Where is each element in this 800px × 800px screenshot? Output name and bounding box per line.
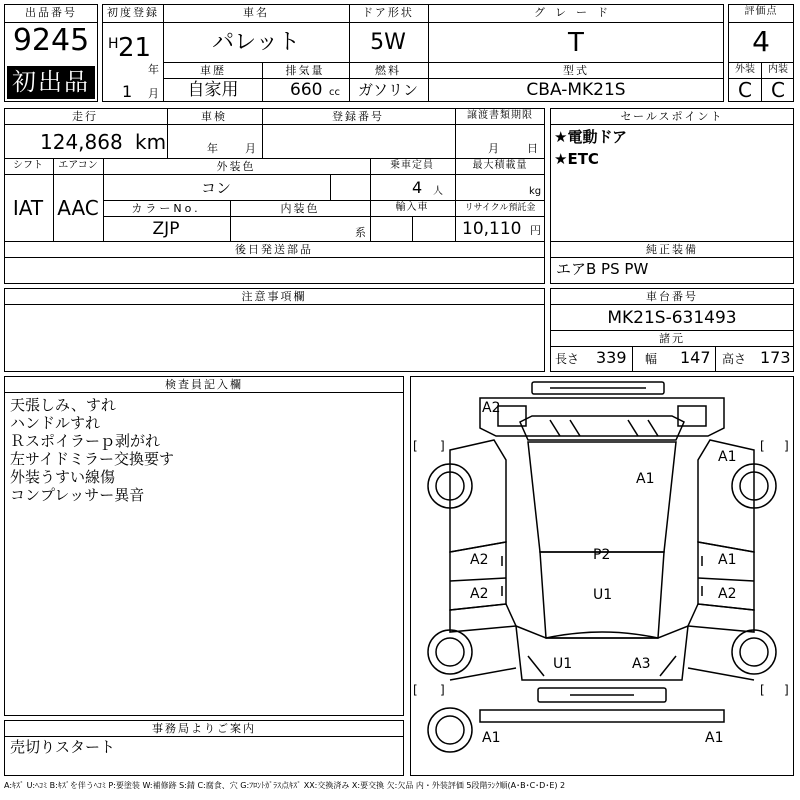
transfer-deadline-label: 譲渡書類期限	[467, 110, 533, 121]
damage-left-front-door: A2	[470, 586, 489, 602]
registration-year: 21	[118, 33, 152, 63]
inspector-notes-label: 検査員記入欄	[165, 378, 243, 391]
transfer-day-unit: 日	[527, 142, 538, 155]
inspection-month-unit: 月	[245, 142, 256, 155]
damage-front-left: A1	[482, 730, 501, 746]
damage-right-front-door: A2	[718, 586, 737, 602]
history-label: 車歴	[200, 64, 226, 77]
displacement-label: 排気量	[285, 64, 325, 77]
chassis-number-value: MK21S-631493	[607, 308, 737, 328]
history-value: 自家用	[187, 80, 239, 100]
capacity-label: 乗車定員	[390, 160, 434, 171]
damage-left-rear-door: A2	[470, 552, 489, 568]
damage-center: U1	[593, 587, 613, 603]
registration-label: 初度登録	[107, 6, 159, 19]
inspector-note-4: 左サイドミラー交換要す	[10, 450, 174, 468]
recycle-label: リサイクル預託金	[464, 203, 536, 213]
car-diagram-svg	[410, 376, 794, 776]
legend-footer: A:ｷｽﾞ U:ﾍｺﾐ B:ｷｽﾞを伴うﾍｺﾐ P:要塗装 W:補修跡 S:錆 C:腐食、穴 G:ﾌﾛﾝﾄｶﾞﾗｽ点ｷｽﾞ XX:交換済み X:要交換 欠:欠品 内・外装評価 5段階ﾗﾝｸ順(A･B･C･D･E) 2	[4, 781, 566, 790]
shift-label: シフト	[13, 160, 43, 171]
length-value: 339	[596, 348, 627, 367]
mileage-value: 124,868	[40, 130, 123, 154]
capacity-value: 4	[412, 178, 423, 197]
recycle-unit: 円	[530, 224, 541, 237]
import-label: 輸入車	[395, 202, 429, 213]
interior-grade: C	[771, 78, 785, 102]
bracket-left-2: [	[760, 439, 765, 453]
inspector-note-1: 天張しみ、すれ	[10, 396, 116, 414]
era-prefix: H	[108, 36, 119, 52]
height-label: 高さ	[722, 352, 747, 366]
inspector-note-5: 外装うすい線傷	[10, 468, 116, 486]
registration-month: 1	[122, 82, 133, 101]
damage-rear-left: A2	[482, 400, 501, 416]
recycle-value: 10,110	[462, 219, 522, 239]
bracket-left-1: [	[413, 439, 418, 453]
bracket-left-3: [	[413, 683, 418, 697]
door-value: 5W	[370, 30, 406, 55]
score-value: 4	[752, 25, 770, 58]
first-listing-label: 初出品	[12, 68, 90, 96]
ext-color-label: 外装色	[216, 160, 256, 173]
office-notice-message: 売切りスタート	[10, 738, 116, 756]
ac-label: エアコン	[58, 160, 98, 171]
caution-label: 注意事項欄	[241, 290, 307, 303]
displacement-value: 660	[290, 80, 323, 100]
damage-hood-left: U1	[553, 656, 573, 672]
inspector-note-3: Ｒスポイラーｐ剥がれ	[10, 432, 161, 450]
exterior-grade: C	[738, 78, 752, 102]
chassis-number-label: 車台番号	[646, 290, 698, 303]
shift-value: IAT	[12, 196, 44, 220]
inspection-year-unit: 年	[207, 142, 218, 155]
car-name: パレット	[212, 30, 300, 55]
damage-rear-right: A1	[718, 449, 737, 465]
color-number-value: ZJP	[152, 219, 180, 239]
ac-value: AAC	[57, 196, 99, 220]
month-unit: 月	[148, 87, 159, 100]
door-label: ドア形状	[362, 6, 414, 19]
bracket-right-2: ]	[784, 439, 789, 453]
bracket-right-4: ]	[784, 683, 789, 697]
model-label: 型式	[563, 64, 589, 77]
genuine-equipment-label: 純正装備	[646, 243, 698, 256]
sales-point-2: ★ETC	[554, 150, 599, 168]
year-unit: 年	[148, 63, 159, 76]
ext-color-value: コン	[200, 179, 232, 197]
width-value: 147	[680, 348, 711, 367]
width-label: 幅	[645, 352, 658, 366]
capacity-unit: 人	[433, 186, 443, 197]
interior-label: 内装	[768, 64, 788, 75]
model-value: CBA-MK21S	[526, 80, 626, 100]
fuel-value: ガソリン	[357, 81, 419, 99]
office-notice-label: 事務局よりご案内	[152, 722, 256, 735]
load-unit: kg	[529, 186, 542, 197]
later-parts-label: 後日発送部品	[235, 243, 313, 256]
height-value: 173	[760, 348, 791, 367]
transfer-month-unit: 月	[488, 142, 499, 155]
car-name-label: 車名	[243, 6, 269, 19]
damage-front-right: A1	[705, 730, 724, 746]
genuine-equipment-value: エアB PS PW	[556, 260, 649, 278]
color-number-label: カラーNo.	[131, 202, 201, 215]
exterior-label: 外装	[735, 64, 755, 75]
bracket-left-4: [	[760, 683, 765, 697]
inspector-note-6: コンプレッサー異音	[10, 486, 145, 504]
length-label: 長さ	[555, 352, 580, 366]
inspector-note-2: ハンドルすれ	[10, 414, 101, 432]
specs-label: 諸元	[659, 332, 685, 345]
inspection-label: 車検	[201, 110, 227, 123]
mileage-label: 走行	[72, 110, 98, 123]
damage-right-rear-door: A1	[718, 552, 737, 568]
grade-label: グレード	[534, 6, 618, 19]
lot-label: 出品番号	[25, 6, 77, 19]
sales-points-label: セールスポイント	[620, 110, 724, 123]
damage-roof-center: P2	[593, 547, 611, 563]
bracket-right-3: ]	[440, 683, 445, 697]
lot-number: 9245	[12, 23, 90, 58]
registration-number-label: 登録番号	[332, 110, 384, 123]
int-color-label: 内装色	[280, 202, 320, 215]
damage-roof: A1	[636, 471, 655, 487]
int-color-unit: 系	[355, 226, 366, 239]
fuel-label: 燃料	[375, 64, 401, 77]
sales-point-1: ★電動ドア	[554, 128, 627, 146]
displacement-unit: cc	[329, 87, 340, 98]
score-label: 評価点	[744, 6, 778, 17]
grade-value: T	[568, 28, 584, 58]
load-label: 最大積載量	[472, 160, 528, 171]
bracket-right-1: ]	[440, 439, 445, 453]
damage-hood-right: A3	[632, 656, 651, 672]
mileage-unit: km	[135, 130, 167, 154]
